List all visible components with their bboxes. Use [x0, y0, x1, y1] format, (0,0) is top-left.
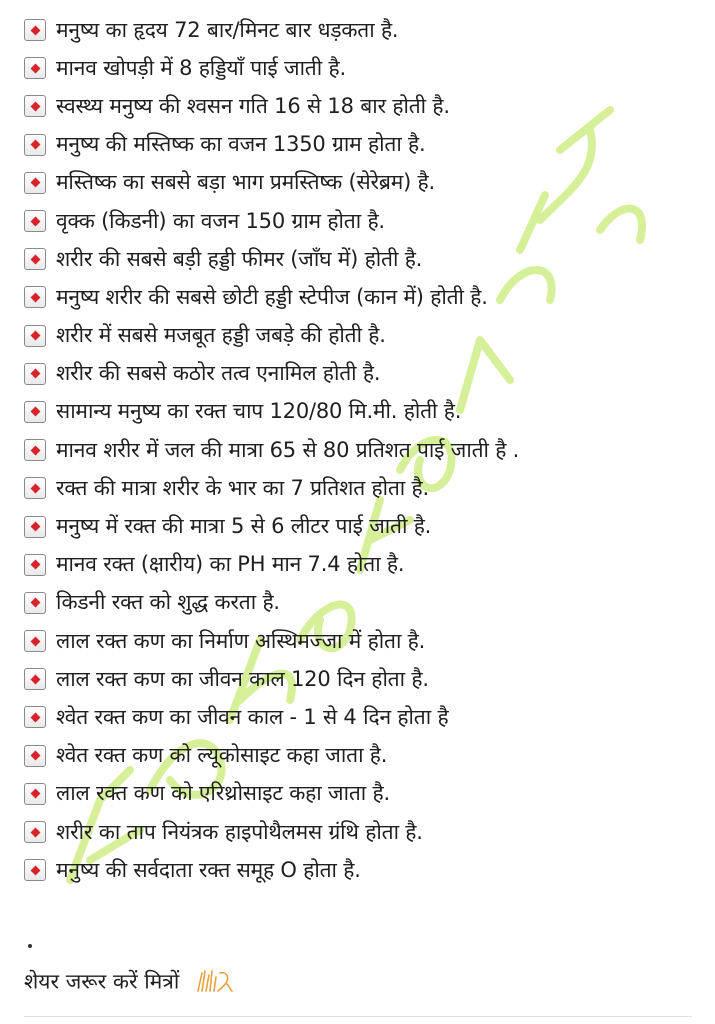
diamond-icon — [30, 636, 40, 646]
diamond-icon — [30, 63, 40, 73]
fact-text: शरीर का ताप नियंत्रक हाइपोथैलमस ग्रंथि होता है. — [56, 819, 423, 844]
fact-item — [24, 278, 704, 316]
diamond-icon — [30, 674, 40, 684]
fact-text: मानव रक्त (क्षारीय) का PH मान 7.4 होता है. — [56, 552, 405, 577]
diamond-icon — [30, 789, 40, 799]
ballot-box-diamond-icon — [24, 630, 46, 652]
ballot-box-diamond-icon — [24, 592, 46, 614]
fact-item — [24, 584, 704, 622]
diamond-icon — [30, 713, 40, 723]
fact-text: मनुष्य में रक्त की मात्रा 5 से 6 लीटर पाई जाती है. — [56, 514, 432, 539]
share-line — [24, 967, 234, 998]
diamond-icon — [30, 407, 40, 417]
ballot-box-diamond-icon — [24, 172, 46, 194]
fact-text: मनुष्य की मस्तिष्क का वजन 1350 ग्राम होता है. — [56, 132, 426, 157]
fact-text: मानव शरीर में जल की मात्रा 65 से 80 प्रतिशत पाई जाती है . — [56, 437, 520, 462]
fact-item — [24, 431, 704, 469]
fact-text: रक्त की मात्रा शरीर के भार का 7 प्रतिशत होता है. — [56, 475, 429, 500]
diamond-icon — [30, 254, 40, 264]
ballot-box-diamond-icon — [24, 783, 46, 805]
fact-item — [24, 11, 704, 49]
fact-item — [24, 813, 704, 851]
fact-text: लाल रक्त कण को एरिथ्रोसाइट कहा जाता है. — [56, 781, 390, 806]
diamond-icon — [30, 178, 40, 188]
fact-text: मानव खोपड़ी में 8 हड्डियाँ पाई जाती है. — [56, 55, 346, 80]
fact-text: शरीर में सबसे मजबूत हड्डी जबड़े की होती है. — [56, 323, 386, 348]
fact-item — [24, 622, 704, 660]
fact-item — [24, 507, 704, 545]
diamond-icon — [30, 751, 40, 761]
diamond-icon — [30, 331, 40, 341]
fact-item — [24, 775, 704, 813]
fact-text: स्वस्थ्य मनुष्य की श्वसन गति 16 से 18 बार होती है. — [56, 93, 450, 118]
fact-text: वृक्क (किडनी) का वजन 150 ग्राम होता है. — [56, 208, 385, 233]
diamond-icon — [30, 445, 40, 455]
separator-dot — [28, 944, 32, 948]
fact-item — [24, 698, 704, 736]
ballot-box-diamond-icon — [24, 19, 46, 41]
fact-text: शरीर की सबसे कठोर तत्व एनामिल होती है. — [56, 361, 381, 386]
fact-item — [24, 660, 704, 698]
fact-item — [24, 126, 704, 164]
fact-text: श्वेत रक्त कण को ल्यूकोसाइट कहा जाता है. — [56, 743, 388, 768]
ballot-box-diamond-icon — [24, 439, 46, 461]
fact-text: मनुष्य की सर्वदाता रक्त समूह O होता है. — [56, 857, 361, 882]
diamond-icon — [30, 102, 40, 112]
ballot-box-diamond-icon — [24, 95, 46, 117]
fact-list — [24, 11, 704, 889]
ballot-box-diamond-icon — [24, 286, 46, 308]
fact-item — [24, 317, 704, 355]
diamond-icon — [30, 522, 40, 532]
share-text: शेयर जरूर करें मित्रों — [24, 969, 180, 994]
fact-item — [24, 202, 704, 240]
fact-text: मनुष्य का हृदय 72 बार/मिनट बार धड़कता है. — [56, 17, 399, 42]
diamond-icon — [30, 140, 40, 150]
fact-item — [24, 164, 704, 202]
fact-text: किडनी रक्त को शुद्ध करता है. — [56, 590, 280, 615]
fact-item — [24, 546, 704, 584]
fact-item — [24, 355, 704, 393]
ballot-box-diamond-icon — [24, 668, 46, 690]
ballot-box-diamond-icon — [24, 821, 46, 843]
diamond-icon — [30, 25, 40, 35]
ballot-box-diamond-icon — [24, 745, 46, 767]
ballot-box-diamond-icon — [24, 706, 46, 728]
fact-item — [24, 737, 704, 775]
fact-text: लाल रक्त कण का निर्माण अस्थिमज्जा में होता है. — [56, 628, 426, 653]
praying-hands-icon — [196, 967, 234, 998]
ballot-box-diamond-icon — [24, 248, 46, 270]
fact-text: सामान्य मनुष्य का रक्त चाप 120/80 मि.मी. होती है. — [56, 399, 462, 424]
ballot-box-diamond-icon — [24, 401, 46, 423]
fact-text: लाल रक्त कण का जीवन काल 120 दिन होता है. — [56, 666, 429, 691]
fact-item — [24, 469, 704, 507]
ballot-box-diamond-icon — [24, 477, 46, 499]
ballot-box-diamond-icon — [24, 57, 46, 79]
diamond-icon — [30, 598, 40, 608]
diamond-icon — [30, 369, 40, 379]
fact-item — [24, 240, 704, 278]
diamond-icon — [30, 292, 40, 302]
fact-text: मनुष्य शरीर की सबसे छोटी हड्डी स्टेपीज (कान में) होती है. — [56, 284, 488, 309]
ballot-box-diamond-icon — [24, 516, 46, 538]
ballot-box-diamond-icon — [24, 325, 46, 347]
fact-text: श्वेत रक्त कण का जीवन काल - 1 से 4 दिन होता है — [56, 704, 449, 729]
fact-item — [24, 49, 704, 87]
ballot-box-diamond-icon — [24, 210, 46, 232]
fact-item — [24, 851, 704, 889]
ballot-box-diamond-icon — [24, 134, 46, 156]
ballot-box-diamond-icon — [24, 554, 46, 576]
ballot-box-diamond-icon — [24, 859, 46, 881]
divider — [24, 1016, 692, 1017]
fact-text: मस्तिष्क का सबसे बड़ा भाग प्रमस्तिष्क (सेरेब्रम) है. — [56, 170, 435, 195]
diamond-icon — [30, 483, 40, 493]
diamond-icon — [30, 827, 40, 837]
diamond-icon — [30, 865, 40, 875]
fact-item — [24, 87, 704, 125]
diamond-icon — [30, 560, 40, 570]
fact-item — [24, 393, 704, 431]
ballot-box-diamond-icon — [24, 363, 46, 385]
diamond-icon — [30, 216, 40, 226]
fact-text: शरीर की सबसे बड़ी हड्डी फीमर (जाँघ में) होती है. — [56, 246, 423, 271]
